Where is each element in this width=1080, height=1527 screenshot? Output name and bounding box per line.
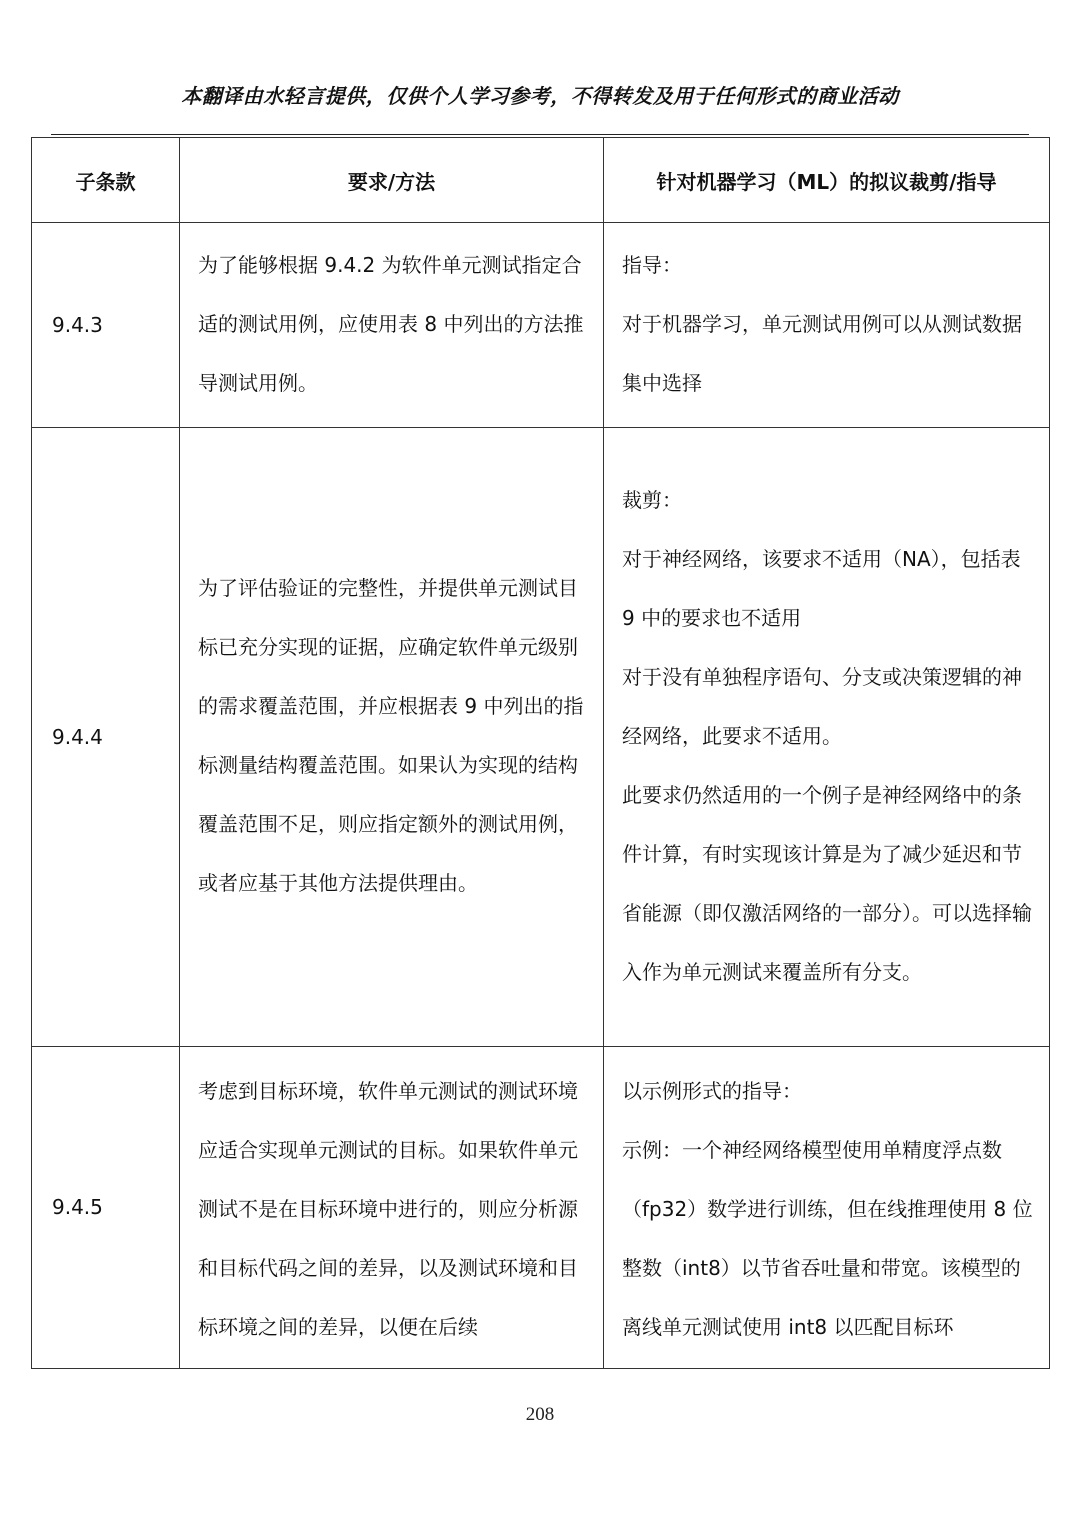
requirement-text: 为了能够根据 9.4.2 为软件单元测试指定合适的测试用例，应使用表 8 中列出的方法推导测试用例。 xyxy=(180,223,604,428)
table-row xyxy=(32,428,1050,1047)
table-header-row xyxy=(32,138,1050,223)
ml-guidance-cell xyxy=(604,428,1050,1047)
clause-number: 9.4.3 xyxy=(32,223,180,428)
tailoring-table xyxy=(31,137,1050,1369)
guidance-paragraph: 此要求仍然适用的一个例子是神经网络中的条件计算，有时实现该计算是为了减少延迟和节省能源（即仅激活网络的一部分）。可以选择输入作为单元测试来覆盖所有分支。 xyxy=(622,782,1032,984)
guidance-paragraph: 对于神经网络，该要求不适用（NA），包括表 9 中的要求也不适用 xyxy=(622,546,1021,630)
requirement-text: 考虑到目标环境，软件单元测试的测试环境应适合实现单元测试的目标。如果软件单元测试不是在目标环境中进行的，则应分析源和目标代码之间的差异，以及测试环境和目标环境之间的差异，以便在后续 xyxy=(180,1047,604,1369)
guidance-paragraph: 对于没有单独程序语句、分支或决策逻辑的神经网络，此要求不适用。 xyxy=(622,664,1022,748)
guidance-label: 以示例形式的指导： xyxy=(622,1079,802,1103)
table-row xyxy=(32,1047,1050,1369)
column-header-clause: 子条款 xyxy=(32,138,180,223)
clause-number: 9.4.4 xyxy=(32,428,180,1047)
ml-guidance-cell xyxy=(604,1047,1050,1369)
guidance-label: 指导： xyxy=(622,252,682,277)
guidance-paragraph: 示例：一个神经网络模型使用单精度浮点数（fp32）数学进行训练，但在线推理使用 8 位整数（int8）以节省吞吐量和带宽。该模型的离线单元测试使用 int8 以匹配目标环 xyxy=(622,1138,1033,1339)
guidance-paragraph: 对于机器学习，单元测试用例可以从测试数据集中选择 xyxy=(622,311,1022,395)
column-header-requirement: 要求/方法 xyxy=(180,138,604,223)
table-row xyxy=(32,223,1050,428)
page-number: 208 xyxy=(525,1404,555,1425)
ml-guidance-cell xyxy=(604,223,1050,428)
header-divider xyxy=(51,134,1029,135)
requirement-text: 为了评估验证的完整性，并提供单元测试目标已充分实现的证据，应确定软件单元级别的需求覆盖范围，并应根据表 9 中列出的指标测量结构覆盖范围。如果认为实现的结构覆盖范围不足，则应指定额外的测试用例，或者应基于其他方法提供理由。 xyxy=(180,428,604,1047)
column-header-ml-guidance: 针对机器学习（ML）的拟议裁剪/指导 xyxy=(604,138,1050,223)
document-header-banner: 本翻译由水轻言提供，仅供个人学习参考，不得转发及用于任何形式的商业活动 xyxy=(181,84,899,108)
clause-number: 9.4.5 xyxy=(32,1047,180,1369)
guidance-label: 裁剪： xyxy=(622,487,682,512)
